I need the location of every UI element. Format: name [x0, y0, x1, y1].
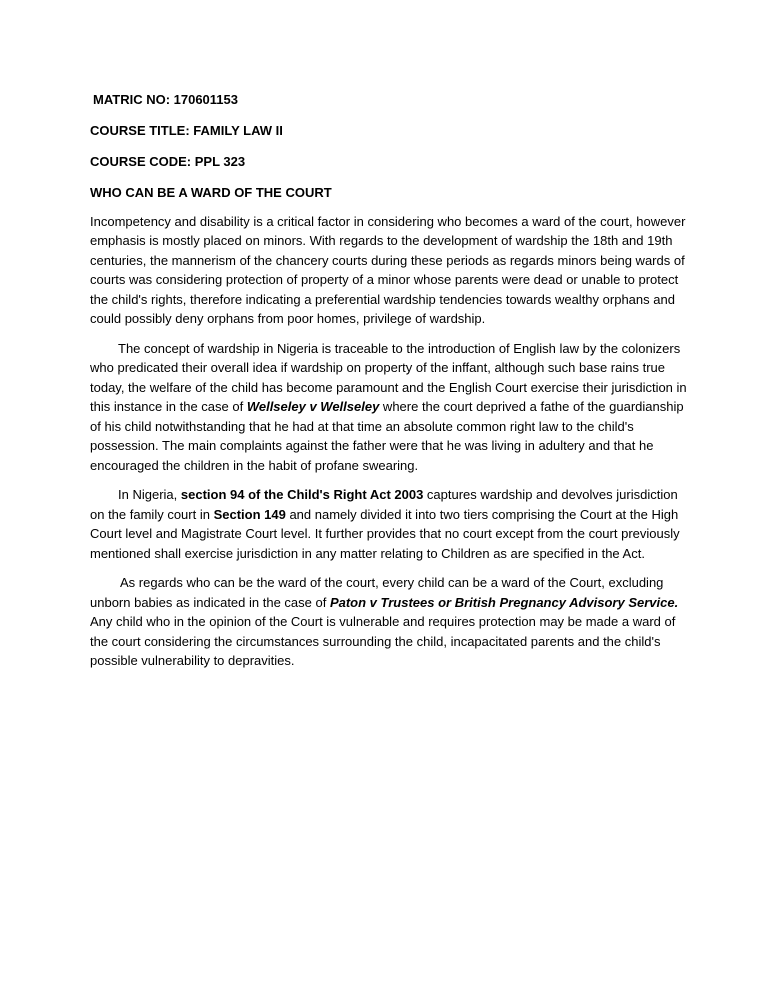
paragraph-2-text-a: The concept of wardship in Nigeria is traceable to the introduction of English law by the colonizers who predicated their overall idea if wardship on property of the inffant, although such base rains true today, the welfare of the child has become paramount and the English Court exercise their jurisdiction in this instance in the case of	[90, 340, 687, 414]
paragraph-2-text-b: where the court deprived a fathe of the guardianship of his child notwithstanding that he had at that time an absolute common right law to the child's possession. The main complaints against the father were that he was living in adultery and that he encouraged the children in the habit of profane swearing.	[90, 399, 684, 473]
section-heading: WHO CAN BE A WARD OF THE COURT	[90, 185, 332, 200]
statute-reference: section 94 of the Child's Right Act 2003	[180, 487, 424, 502]
paragraph-4-text-b: Any child who in the opinion of the Court is vulnerable and requires protection may be made a ward of the court considering the circumstances surrounding the child, incapacitated parents and the child's possible vulnerability to depravities.	[90, 614, 676, 668]
paragraph-4	[90, 573, 688, 671]
paragraph-1: Incompetency and disability is a critical factor in considering who becomes a ward of the court, however emphasis is mostly placed on minors. With regards to the development of wardship the 18th and 19th centuries, the mannerism of the chancery courts during these periods as regards minors being wards of courts was considering protection of property of a minor whose parents were dead or unable to protect the child's rights, therefore indicating a preferential wardship tendencies towards wealthy orphans and could possibly deny orphans from poor homes, privilege of wardship.	[90, 213, 686, 326]
paragraph-3-text-b: captures wardship and devolves jurisdiction on the family court in	[90, 487, 678, 522]
course-code: COURSE CODE: PPL 323	[90, 154, 246, 169]
paragraph-3-text-c: and namely divided it into two tiers comprising the Court at the High Court level and Magistrate Court level. It further provides that no court except from the court previously mentioned shall exercise jurisdiction in any matter relating to Children as are specified in the Act.	[90, 506, 680, 561]
paragraph-3-text-a: In Nigeria,	[118, 487, 181, 502]
paragraph-2	[90, 339, 688, 476]
case-citation-wellesley: Wellseley v Wellseley	[246, 399, 380, 414]
matric-number: MATRIC NO: 170601153	[93, 92, 238, 107]
paragraph-4-text-a: As regards who can be the ward of the court, every child can be a ward of the Court, excluding unborn babies as indicated in the case of	[90, 575, 664, 610]
section-reference: Section 149	[213, 506, 286, 522]
paragraph-3	[90, 485, 688, 563]
document-body	[90, 90, 688, 681]
case-citation-paton: Paton v Trustees or British Pregnancy Advisory Service.	[329, 594, 679, 610]
course-title: COURSE TITLE: FAMILY LAW II	[90, 123, 283, 138]
